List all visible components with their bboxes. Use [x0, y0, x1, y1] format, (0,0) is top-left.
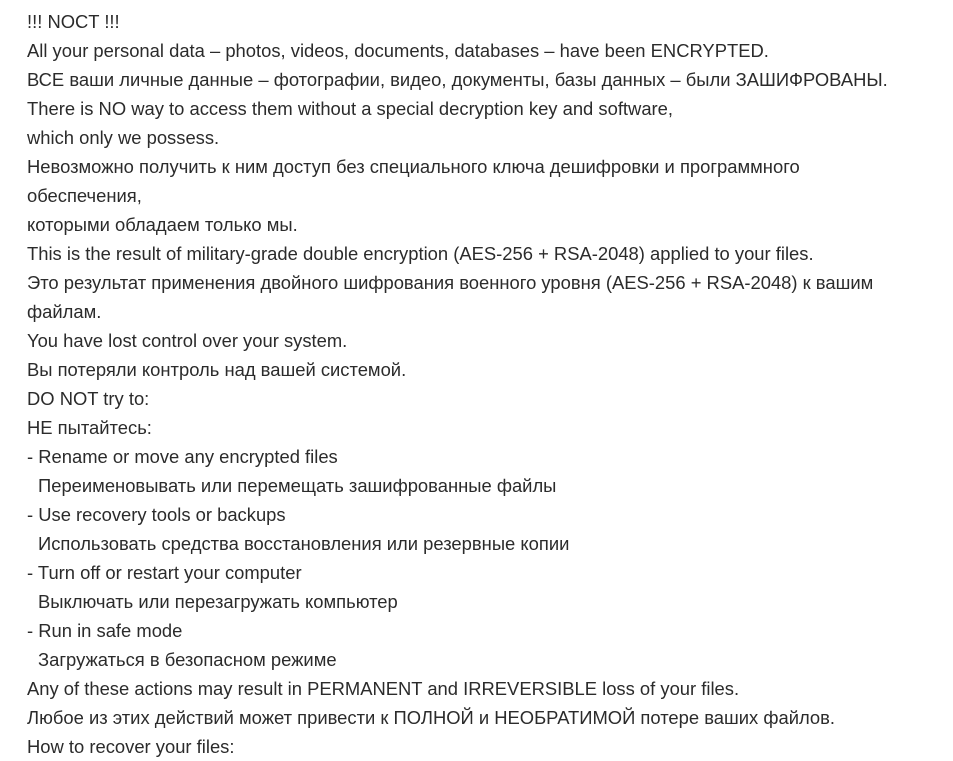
note-line-encrypted-en: All your personal data – photos, videos, documents, databases – have been ENCRYPTED.: [27, 40, 769, 61]
note-line-do-not-en: DO NOT try to:: [27, 388, 150, 409]
note-line-no-access-ru-cont2: которыми обладаем только мы.: [27, 214, 298, 235]
note-line-no-access-en: There is NO way to access them without a special decryption key and software,: [27, 98, 674, 119]
note-list-item-recovery-ru: Использовать средства восстановления или резервные копии: [38, 533, 570, 554]
note-list-item-recovery-en: - Use recovery tools or backups: [27, 504, 286, 525]
note-list-item-restart-en: - Turn off or restart your computer: [27, 562, 302, 583]
note-list-item-restart-ru: Выключать или перезагружать компьютер: [38, 591, 398, 612]
note-list-item-safe-mode-en: - Run in safe mode: [27, 620, 183, 641]
note-line-warning-en: Any of these actions may result in PERMANENT and IRREVERSIBLE loss of your files.: [27, 678, 740, 699]
note-line-encrypted-ru: ВСЕ ваши личные данные – фотографии, видео, документы, базы данных – были ЗАШИФРОВАНЫ.: [27, 69, 888, 90]
note-line-encryption-ru-cont: файлам.: [27, 301, 102, 322]
note-line-lost-control-en: You have lost control over your system.: [27, 330, 348, 351]
note-line-do-not-ru: НЕ пытайтесь:: [27, 417, 152, 438]
note-line-lost-control-ru: Вы потеряли контроль над вашей системой.: [27, 359, 407, 380]
note-list-item-rename-ru: Переименовывать или перемещать зашифрованные файлы: [38, 475, 557, 496]
note-line-encryption-ru: Это результат применения двойного шифрования военного уровня (AES-256 + RSA-2048) к вашим: [27, 272, 874, 293]
note-line-no-access-ru: Невозможно получить к ним доступ без специального ключа дешифровки и программного: [27, 156, 800, 177]
note-list-item-rename-en: - Rename or move any encrypted files: [27, 446, 338, 467]
note-line-encryption-en: This is the result of military-grade double encryption (AES-256 + RSA-2048) applied to your files.: [27, 243, 814, 264]
note-line-warning-ru: Любое из этих действий может привести к ПОЛНОЙ и НЕОБРАТИМОЙ потере ваших файлов.: [27, 707, 836, 728]
note-line-how-to-recover: How to recover your files:: [27, 736, 235, 757]
note-line-no-access-ru-cont: обеспечения,: [27, 185, 142, 206]
note-list-item-safe-mode-ru: Загружаться в безопасном режиме: [38, 649, 337, 670]
note-title: !!! NOCT !!!: [27, 11, 120, 32]
note-line-no-access-en-cont: which only we possess.: [27, 127, 220, 148]
